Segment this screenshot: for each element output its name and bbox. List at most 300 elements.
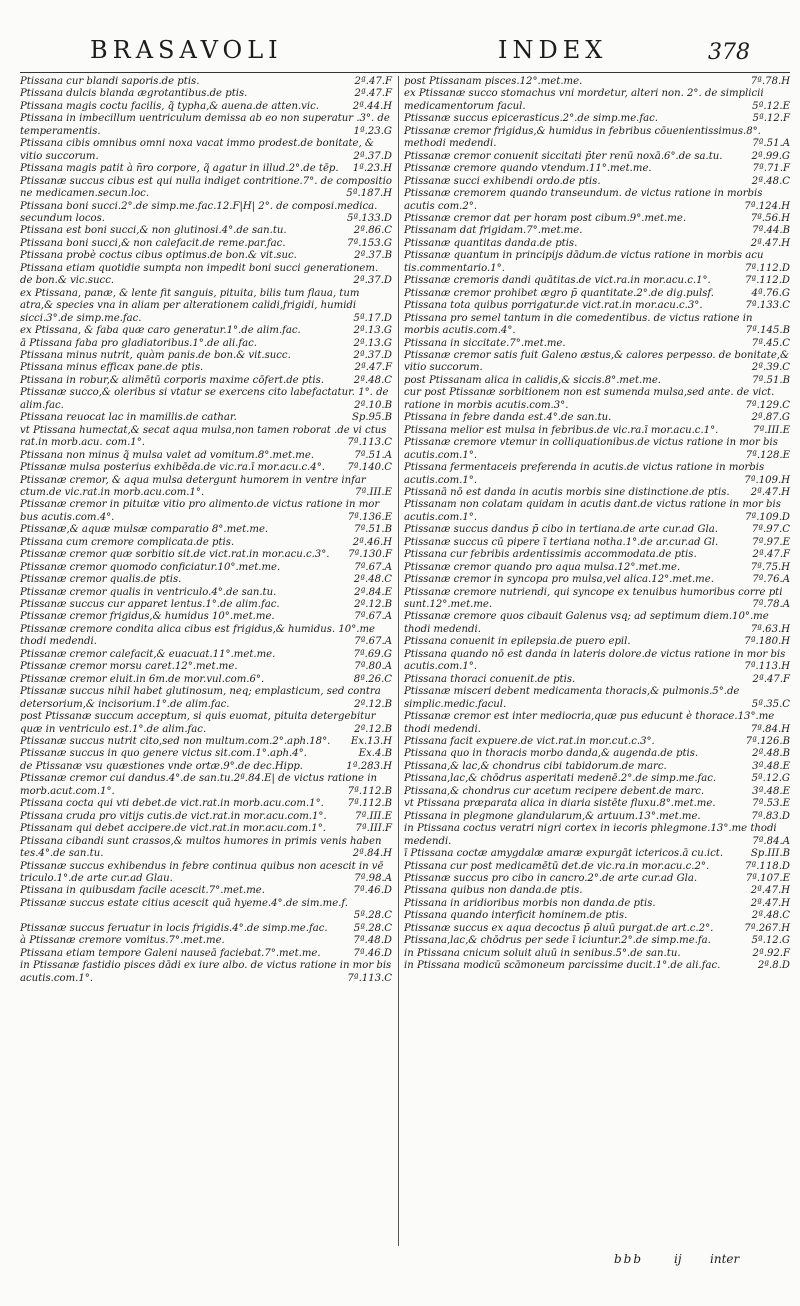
index-entry	[20, 537, 392, 549]
entry-text: Ptissanam non colatam quidam in acutis dant.de victus ratione in mor bis acutis.com.1°.	[404, 499, 781, 523]
index-entry	[20, 885, 392, 897]
index-entry	[404, 910, 790, 922]
entry-text: Ptissanæ cremor frigidus,& humidus 10°.met.me.	[20, 611, 275, 623]
entry-text: Ptissanæ succus feruatur in locis frigidis.4°.de simp.me.fac.	[20, 922, 328, 934]
index-entry	[20, 499, 392, 524]
entry-reference: 2ª.47.F	[752, 549, 790, 561]
index-entry	[404, 736, 790, 748]
index-entry	[404, 524, 790, 536]
entry-reference: 1ª.23.H	[352, 163, 392, 175]
entry-text: Ptissanæ cremor, & aqua mulsa detergunt humorem in ventre infar ctum.de vic.rat.in morb.acu.com.1°.	[20, 474, 366, 498]
entry-text: cur post Ptissanæ sorbitionem non est sumenda mulsa,sed ante. de vict. ratione in morbis acutis.com.3°.	[404, 387, 775, 411]
entry-text: Ptissana boni succi.2°.de simp.me.fac.12.F|H| 2°. de composi.medica. secundum locos.	[20, 200, 378, 224]
index-entry	[404, 350, 790, 375]
page-number: 378	[708, 40, 750, 65]
header-rule	[20, 72, 790, 73]
index-entry	[20, 587, 392, 599]
entry-reference: 7ª.112.B	[347, 785, 392, 797]
index-entry	[404, 238, 790, 250]
index-entry	[20, 923, 392, 935]
page-footer	[20, 1250, 790, 1272]
entry-reference: 2ª.46.H	[352, 536, 392, 548]
entry-text: Ptissana cur blandi saporis.de ptis.	[20, 76, 200, 87]
entry-reference: 5ª.187.H	[346, 188, 392, 200]
entry-text: Ptissanæ cremor in pituitæ vitio pro alimento.de victus ratione in mor bus acutis.com.4°.	[20, 499, 380, 523]
entry-text: Ptissana minus nutrit, quàm panis.de bon.& vit.succ.	[20, 349, 291, 361]
entry-reference: 2ª.47.F	[354, 88, 392, 100]
entry-text: Ptissana probè coctus cibus optimus.de bon.& vit.suc.	[20, 250, 297, 262]
entry-reference: 5ª.12.F	[752, 113, 790, 125]
entry-text: Ptissana cibis omnibus omni noxa vacat immo prodest.de bonitate, & vitio succorum.	[20, 138, 374, 162]
entry-reference: 7ª.44.B	[752, 225, 790, 237]
index-entry	[404, 948, 790, 960]
entry-text: in Ptissana cnicum soluit aluū in senibus.5°.de san.tu.	[404, 947, 681, 959]
entry-text: Ptissana cocta qui vti debet.de vict.rat.in morb.acu.com.1°.	[20, 798, 324, 810]
entry-text: Ptissana cur febribis ardentissimis accommodata.de ptis.	[404, 549, 697, 561]
index-entry	[20, 138, 392, 163]
index-entry	[20, 450, 392, 462]
index-entry	[20, 362, 392, 374]
entry-text: Ptissanæ cremor qualis.de ptis.	[20, 574, 182, 586]
entry-text: Ptissana cum cremore complicata.de ptis.	[20, 536, 235, 548]
index-entry	[20, 898, 392, 923]
entry-text: post Ptissanam alica in calidis,& siccis.8°.met.me.	[404, 374, 661, 386]
entry-text: Ptissana cibandi sunt crassos,& multos humores in primis venis haben tes.4°.de san.tu.	[20, 835, 382, 860]
entry-reference: 5ª.133.D	[347, 212, 392, 224]
entry-reference: 7ª.84.A	[752, 835, 790, 847]
index-entry	[20, 225, 392, 237]
entry-reference: 7ª.51.A	[752, 138, 790, 150]
entry-text: Ptissana,lac,& chōdrus asperitati medenē.2°.de simp.me.fac.	[404, 773, 717, 785]
index-entry	[20, 798, 392, 810]
index-entry	[404, 213, 790, 225]
entry-reference: 2ª.86.C	[353, 225, 392, 237]
entry-text: Ptissanæ cremor dat per horam post cibum.9°.met.me.	[404, 212, 687, 224]
index-entry	[20, 811, 392, 823]
entry-text: ex Ptissana, panæ, & lente fit sanguis, pituita, bilis tum flaua, tum atra,& species vna in aliam per alterationem calidi,frigidi, humidi sicci.3°.de simp.me.fac.	[20, 287, 360, 324]
entry-reference: 2ª.92.F	[752, 947, 790, 959]
entry-reference: Ex.13.H	[350, 736, 392, 748]
index-entry	[20, 263, 392, 288]
index-entry	[20, 250, 392, 262]
index-entry	[404, 188, 790, 213]
entry-text: Ptissanæ,& aquæ mulsæ comparatio 8°.met.me.	[20, 524, 269, 536]
entry-reference: 2ª.48.B	[752, 748, 790, 760]
index-entry	[20, 686, 392, 711]
index-entry	[20, 599, 392, 611]
entry-reference: 2ª.47.H	[750, 486, 790, 498]
entry-text: Ptissana facit expuere.de vict.rat.in mor.cut.c.3°.	[404, 736, 655, 748]
entry-reference: 7ª.45.C	[751, 337, 790, 349]
entry-text: Ptissanæ succus cur apparet lentus.1°.de alim.fac.	[20, 599, 280, 611]
index-entry	[20, 711, 392, 736]
entry-reference: 5ª.28.C	[353, 910, 392, 922]
entry-reference: 7ª.51.B	[752, 374, 790, 386]
entry-reference: 5ª.35.C	[751, 698, 790, 710]
index-entry	[20, 113, 392, 138]
entry-reference: 2ª.48.C	[353, 574, 392, 586]
index-entry	[20, 649, 392, 661]
entry-text: Ptissanæ cremor prohibet ægro p̄ quantitate.2°.de dig.pulsf.	[404, 287, 715, 299]
index-entry	[20, 425, 392, 450]
index-page	[20, 30, 790, 1295]
entry-reference: 7ª.63.H	[750, 623, 790, 635]
entry-text: Ptissanæ succus in quo genere victus sit.com.1°.aph.4°.	[20, 748, 307, 760]
entry-text: post Ptissanam pisces.12°.met.me.	[404, 76, 583, 87]
entry-reference: 2ª.99.G	[751, 150, 790, 162]
entry-text: Ptissanæ succi exhibendi ordo.de ptis.	[404, 175, 601, 187]
entry-text: Ptissanæ cremor in syncopa pro mulsa,vel alica.12°.met.me.	[404, 574, 714, 586]
entry-text: Ptissana cruda pro vitijs cutis.de vict.rat.in mor.acu.com.1°.	[20, 810, 327, 822]
entry-text: Ptissana in quibusdam facile acescit.7°.met.me.	[20, 885, 265, 897]
entry-reference: 2ª.47.F	[354, 76, 392, 87]
entry-text: post Ptissanæ succum acceptum, si quis euomat, pituita detergebitur quæ in ventriculo est.1°.de alim.fac.	[20, 711, 376, 735]
entry-text: Ptissana etiam quotidie sumpta non impedit boni succi generationem. de bon.& vic.succ.	[20, 262, 379, 287]
index-entry	[404, 861, 790, 873]
entry-text: Ptissanæ succus nutrit cito,sed non multum.com.2°.aph.18°.	[20, 736, 331, 748]
entry-text: ex Ptissana, & faba quæ caro generatur.1°.de alim.fac.	[20, 325, 301, 337]
index-entry	[20, 88, 392, 100]
entry-reference: Sp.95.B	[351, 412, 392, 424]
index-entry	[404, 275, 790, 287]
entry-reference: 7ª.46.D	[353, 885, 392, 897]
entry-reference: 1ª.23.G	[353, 125, 392, 137]
index-entry	[404, 587, 790, 612]
index-entry	[20, 412, 392, 424]
signature-mark-secondary: ij	[674, 1252, 682, 1266]
entry-text: Ptissanæ mulsa posterius exhibēda.de vic.ra.ī mor.acu.c.4°.	[20, 462, 325, 474]
index-entry	[404, 798, 790, 810]
entry-text: Ptissanā nō est danda in acutis morbis sine distinctione.de ptis.	[404, 486, 730, 498]
entry-text: vt Ptissana humectat,& secat aqua mulsa,non tamen roborat .de vi ctus rat.in morb.acu. com.1°.	[20, 424, 387, 449]
index-entry	[404, 387, 790, 412]
entry-text: Ptissana etiam tempore Galeni nauseā faciebat.7°.met.me.	[20, 947, 321, 959]
entry-reference: 7ª.78.A	[752, 599, 790, 611]
entry-text: Ptissana est boni succi,& non glutinosi.4°.de san.tu.	[20, 225, 287, 237]
entry-text: Ptissanæ cremor quomodo conficiatur.10°.met.me.	[20, 561, 281, 573]
index-entry	[404, 76, 790, 88]
entry-reference: 2ª.10.B	[354, 399, 392, 411]
index-entry	[404, 537, 790, 549]
entry-reference: 7ª.129.C	[745, 399, 790, 411]
entry-text: vt Ptissana præparata alica in diaria sistēte fluxu.8°.met.me.	[404, 798, 716, 810]
entry-reference: 7ª.97.E	[752, 536, 790, 548]
index-entry	[20, 288, 392, 325]
entry-text: Ptissana in imbecillum uentriculum demissa ab eo non superatur .3°. de temperamentis.	[20, 113, 390, 137]
index-entry	[404, 437, 790, 462]
index-entry	[404, 848, 790, 860]
entry-text: Ptissana pro semel tantum in die comedentibus. de victus ratione in morbis acutis.com.4°.	[404, 312, 753, 337]
entry-reference: 2ª.12.B	[354, 599, 392, 611]
entry-reference: 7ª.53.E	[752, 798, 790, 810]
index-entry	[404, 811, 790, 823]
entry-reference: 7ª.67.A	[354, 611, 392, 623]
index-entry	[404, 574, 790, 586]
entry-text: Ptissana dulcis blanda ægrotantibus.de ptis.	[20, 88, 248, 100]
entry-reference: 1ª.283.H	[346, 760, 392, 772]
entry-text: Ptissanæ succus cū pipere ī tertiana notha.1°.de ar.cur.ad Gl.	[404, 536, 719, 548]
entry-text: Ptissanæ succo,& oleribus si vtatur se exercens cito labefactatur. 1°. de alim.fac.	[20, 387, 389, 411]
index-entry	[404, 375, 790, 387]
entry-text: Ptissana in febre danda est.4°.de san.tu.	[404, 412, 612, 424]
index-entry	[404, 960, 790, 972]
entry-text: Ptissanæ cremor calefacit,& euacuat.11°.met.me.	[20, 648, 276, 660]
entry-reference: 2ª.84.E	[354, 586, 392, 598]
entry-reference: 5ª.12.G	[751, 773, 790, 785]
entry-reference: 3ª.48.E	[752, 760, 790, 772]
entry-text: Ptissana fermentaceis preferenda in acutis.de victus ratione in morbis acutis.com.1°.	[404, 462, 765, 486]
entry-text: Ptissana cur post medicamētū det.de vic.ra.in mor.acu.c.2°.	[404, 860, 710, 872]
entry-reference: 5ª.12.G	[751, 935, 790, 947]
signature-mark: bbb	[614, 1252, 644, 1266]
index-entry	[404, 288, 790, 300]
catchword: inter	[710, 1252, 740, 1266]
index-entry	[20, 761, 392, 773]
entry-reference: 3ª.48.E	[752, 785, 790, 797]
entry-reference: 7ª.113.C	[347, 972, 392, 984]
entry-text: Ptissanæ succus dandus p̄ cibo in tertiana.de arte cur.ad Gla.	[404, 524, 718, 536]
entry-reference: Sp.III.B	[750, 848, 790, 860]
entry-reference: 7ª.128.E	[745, 449, 790, 461]
entry-text: Ptissanam qui debet accipere.de vict.rat.in mor.acu.com.1°.	[20, 823, 326, 835]
entry-reference: 2ª.37.D	[353, 150, 392, 162]
entry-reference: 7ª.76.A	[752, 574, 790, 586]
entry-text: Ptissanæ cremore nutriendi, qui syncope ex tenuibus humoribus corre pti sunt.12°.met.me.	[404, 586, 783, 611]
index-entry	[404, 176, 790, 188]
index-entry	[20, 861, 392, 886]
entry-text: Ptissanæ cremor quando pro aqua mulsa.12°.met.me.	[404, 561, 681, 573]
index-entry	[404, 562, 790, 574]
index-entry	[20, 960, 392, 985]
entry-reference: 7ª.71.F	[752, 163, 790, 175]
entry-text: Ptissanæ cremor qualis in ventriculo.4°.de san.tu.	[20, 586, 277, 598]
entry-reference: 7ª.84.H	[750, 723, 790, 735]
entry-reference: 2ª.12.B	[354, 723, 392, 735]
index-entry	[404, 611, 790, 636]
index-entry	[20, 338, 392, 350]
entry-reference: 2ª.47.H	[750, 237, 790, 249]
index-entry	[404, 549, 790, 561]
index-entry	[404, 338, 790, 350]
entry-reference: 5ª.12.E	[752, 100, 790, 112]
entry-reference: 7ª.126.B	[745, 736, 790, 748]
entry-text: Ptissanæ succus cibus est qui nulla indiget contritione.7°. de compositio ne medicamen.secun.loc.	[20, 175, 392, 200]
running-header	[20, 30, 790, 72]
entry-text: Ptissanæ cremore quando vtendum.11°.met.me.	[404, 163, 652, 175]
entry-reference: 7ª.III.F	[355, 823, 392, 835]
entry-text: Ptissanæ cremor conuenit siccitati p̄ter renū noxā.6°.de sa.tu.	[404, 150, 723, 162]
entry-text: Ptissanam dat frigidam.7°.met.me.	[404, 225, 583, 237]
index-entry	[20, 101, 392, 113]
index-entry	[20, 773, 392, 798]
entry-reference: 5ª.28.C	[353, 922, 392, 934]
entry-text: Ptissanæ cremor eluit.in 6m.de mor.vul.com.6°.	[20, 673, 265, 685]
index-entry	[404, 412, 790, 424]
entry-text: Ptissana,& chondrus cur acetum recipere debent.de marc.	[404, 785, 705, 797]
entry-reference: 2ª.13.G	[353, 337, 392, 349]
entry-text: Ptissanæ cremorem quando transeundum. de victus ratione in morbis acutis com.2°.	[404, 188, 763, 212]
left-column	[20, 76, 392, 985]
index-entry	[404, 748, 790, 760]
entry-reference: 7ª.83.D	[751, 810, 790, 822]
entry-reference: 7ª.124.H	[744, 200, 790, 212]
index-entry	[404, 649, 790, 674]
entry-reference: 7ª.69.G	[353, 648, 392, 660]
entry-text: Ptissana boni succi,& non calefacit.de reme.par.fac.	[20, 237, 286, 249]
index-entry	[404, 499, 790, 524]
entry-reference: 7ª.130.F	[348, 549, 392, 561]
entry-reference: 7ª.145.B	[745, 325, 790, 337]
index-entry	[20, 475, 392, 500]
entry-reference: 7ª.107.E	[745, 873, 790, 884]
index-entry	[20, 524, 392, 536]
entry-text: Ptissanæ succus pro cibo in cancro.2°.de arte cur.ad Gla.	[404, 873, 698, 884]
entry-reference: 7ª.109.H	[744, 474, 790, 486]
entry-reference: 4ª.76.G	[751, 287, 790, 299]
entry-text: Ptissana in robur,& alimētū corporis maxime cōfert.de ptis.	[20, 374, 324, 386]
index-entry	[404, 313, 790, 338]
index-entry	[404, 686, 790, 711]
entry-text: ī Ptissana coctæ amygdalæ amaræ expurgāt ictericos.ā cu.ict.	[404, 848, 724, 860]
entry-reference: 7ª.48.D	[353, 935, 392, 947]
entry-text: Ptissanæ succus ex aqua decoctus p̄ aluū purgat.de art.c.2°.	[404, 922, 714, 934]
entry-text: Ptissana quo in thoracis morbo danda,& augenda.de ptis.	[404, 748, 699, 760]
entry-text: Ptissanæ succus exhibendus in febre continua quibus non acescit in vē triculo.1°.de arte cur.ad Glau.	[20, 860, 384, 884]
entry-text: Ptissana melior est mulsa in febribus.de vic.ra.ī mor.acu.c.1°.	[404, 424, 719, 436]
index-entry	[404, 151, 790, 163]
right-column	[404, 76, 790, 973]
entry-reference: 7ª.180.H	[744, 636, 790, 648]
entry-text: Ptissanæ cremore condita alica cibus est frigidus,& humidus. 10°.me thodi medendi.	[20, 623, 375, 648]
index-entry	[404, 636, 790, 648]
index-entry	[20, 674, 392, 686]
index-entry	[404, 773, 790, 785]
entry-text: Ptissana conuenit in epilepsia.de puero epil.	[404, 636, 631, 648]
entry-reference: 7ª.80.A	[354, 661, 392, 673]
entry-text: Ptissana quando interficit hominem.de ptis.	[404, 910, 628, 922]
index-entry	[404, 250, 790, 275]
entry-text: Ptissana in siccitate.7°.met.me.	[404, 337, 566, 349]
entry-reference: 2ª.12.B	[354, 698, 392, 710]
entry-text: Ptissanæ cremor quæ sorbitio sit.de vict.rat.in mor.acu.c.3°.	[20, 549, 330, 561]
index-entry	[20, 201, 392, 226]
header-author-title: BRASAVOLI	[90, 36, 283, 64]
entry-text: Ptissanæ misceri debent medicamenta thoracis,& pulmonis.5°.de simplic.medic.facul.	[404, 686, 740, 710]
entry-reference: 7ª.97.C	[751, 524, 790, 536]
index-entry	[404, 761, 790, 773]
index-entry	[404, 923, 790, 935]
index-entry	[404, 885, 790, 897]
entry-reference: 7ª.136.E	[347, 511, 392, 523]
entry-text: Ptissana thoraci conuenit.de ptis.	[404, 673, 576, 685]
entry-text: Ptissanæ cremore quos cibauit Galenus vsq; ad septimum diem.10°.me thodi medendi.	[404, 611, 769, 635]
entry-reference: 7ª.133.C	[745, 300, 790, 312]
entry-text: Ptissanæ cremor est inter mediocria,quæ pus educunt è thorace.13°.me thodi medendi.	[404, 711, 775, 735]
index-entry	[20, 736, 392, 748]
entry-text: Ptissanæ cremor satis fuit Galeno æstus,& calores perpesso. de bonitate,& vitio succorum.	[404, 349, 790, 374]
index-entry	[404, 711, 790, 736]
entry-reference: 7ª.75.H	[750, 561, 790, 573]
index-entry	[20, 748, 392, 760]
entry-reference: 2ª.37.D	[353, 275, 392, 287]
entry-text: Ptissanæ succus epicerasticus.2°.de simp.me.fac.	[404, 113, 659, 125]
entry-text: Ptissanæ quantitas danda.de ptis.	[404, 237, 578, 249]
entry-reference: 2ª.48.C	[751, 910, 790, 922]
entry-text: ā Ptissana faba pro gladiatoribus.1°.de ali.fac.	[20, 337, 257, 349]
entry-reference: 2ª.8.D	[757, 960, 790, 972]
index-entry	[20, 574, 392, 586]
entry-reference: 7ª.67.A	[354, 636, 392, 648]
index-entry	[404, 425, 790, 437]
entry-reference: 7ª.113.H	[744, 661, 790, 673]
entry-text: de Ptissanæ vsu quæstiones vnde ortæ.9°.de dec.Hipp.	[20, 760, 304, 772]
entry-text: Ptissana non minus q̃ mulsa valet ad vomitum.8°.met.me.	[20, 449, 315, 461]
index-entry	[404, 113, 790, 125]
entry-text: Ptissanæ succus nihil habet glutinosum, neq; emplasticum, sed contra detersorium,& incisorium.1°.de alim.fac.	[20, 686, 381, 710]
entry-reference: 7ª.140.C	[347, 462, 392, 474]
entry-reference: 2ª.87.G	[751, 412, 790, 424]
entry-text: à Ptissanæ cremore vomitus.7°.met.me.	[20, 935, 225, 947]
entry-text: Ptissana in plegmone glandularum,& artuum.13°.met.me.	[404, 810, 701, 822]
entry-text: Ptissanæ cremor cui dandus.4°.de san.tu.2ª.84.E| de victus ratione in morb.acut.com.1°.	[20, 773, 377, 797]
entry-reference: 2ª.44.H	[352, 100, 392, 112]
entry-text: Ptissanæ quantum in principijs dādum.de victus ratione in morbis acu tis.commentario.1°.	[404, 250, 764, 274]
entry-reference: 2ª.47.H	[750, 897, 790, 909]
entry-reference: 2ª.48.C	[353, 374, 392, 386]
entry-reference: 7ª.109.D	[745, 511, 790, 523]
entry-reference: 7ª.67.A	[354, 561, 392, 573]
entry-reference: 5ª.17.D	[353, 312, 392, 324]
entry-reference: 2ª.37.B	[354, 250, 392, 262]
entry-text: Ptissana magis coctu facilis, q̃ typha,& auena.de atten.vic.	[20, 100, 319, 112]
entry-text: in Ptissana coctus veratri nigri cortex in iecoris phlegmone.13°.me thodi medendi.	[404, 823, 777, 847]
entry-reference: 7ª.112.D	[745, 262, 790, 274]
entry-reference: 2ª.84.H	[352, 848, 392, 860]
index-entry	[404, 786, 790, 798]
entry-text: in Ptissanæ fastidio pisces dādi ex iure albo. de victus ratione in mor bis acutis.com.1°.	[20, 960, 392, 984]
entry-text: Ptissanæ succus estate citius acescit quā hyeme.4°.de sim.me.f.	[20, 897, 348, 909]
entry-reference: 2ª.39.C	[751, 362, 790, 374]
entry-reference: 7ª.153.G	[347, 237, 392, 249]
index-entry	[20, 176, 392, 201]
index-entry	[20, 948, 392, 960]
entry-text: Ptissana,lac,& chōdrus per sede ī iciuntur.2°.de simp.me.fa.	[404, 935, 711, 947]
index-entry	[404, 88, 790, 113]
column-divider	[398, 76, 399, 1246]
index-entry	[404, 163, 790, 175]
entry-reference: 2ª.47.H	[750, 885, 790, 897]
index-entry	[404, 823, 790, 848]
entry-reference: 7ª.III.E	[753, 424, 790, 436]
index-entry	[20, 661, 392, 673]
index-entry	[404, 126, 790, 151]
entry-reference: 7ª.118.D	[745, 860, 790, 872]
entry-text: Ptissana in aridioribus morbis non danda.de ptis.	[404, 897, 656, 909]
entry-reference: 7ª.III.E	[355, 486, 392, 498]
index-entry	[20, 624, 392, 649]
entry-reference: 7ª.51.B	[354, 524, 392, 536]
index-entry	[404, 225, 790, 237]
entry-text: Ptissana quando nō est danda in lateris dolore.de victus ratione in mor bis acutis.com.1°.	[404, 648, 786, 673]
entry-text: Ptissanæ cremoris dandi quātitas.de vict.ra.in mor.acu.c.1°.	[404, 275, 711, 287]
entry-text: in Ptissana modicū scāmoneum parcissime ducit.1°.de ali.fac.	[404, 960, 721, 972]
entry-text: Ptissanæ cremor morsu caret.12°.met.me.	[20, 661, 238, 673]
entry-reference: 7ª.51.A	[354, 449, 392, 461]
entry-reference: 7ª.112.B	[347, 798, 392, 810]
index-entry	[20, 325, 392, 337]
index-entry	[20, 375, 392, 387]
entry-text: Ptissana tota quibus porrigatur.de vict.rat.in mor.acu.c.3°.	[404, 300, 703, 312]
